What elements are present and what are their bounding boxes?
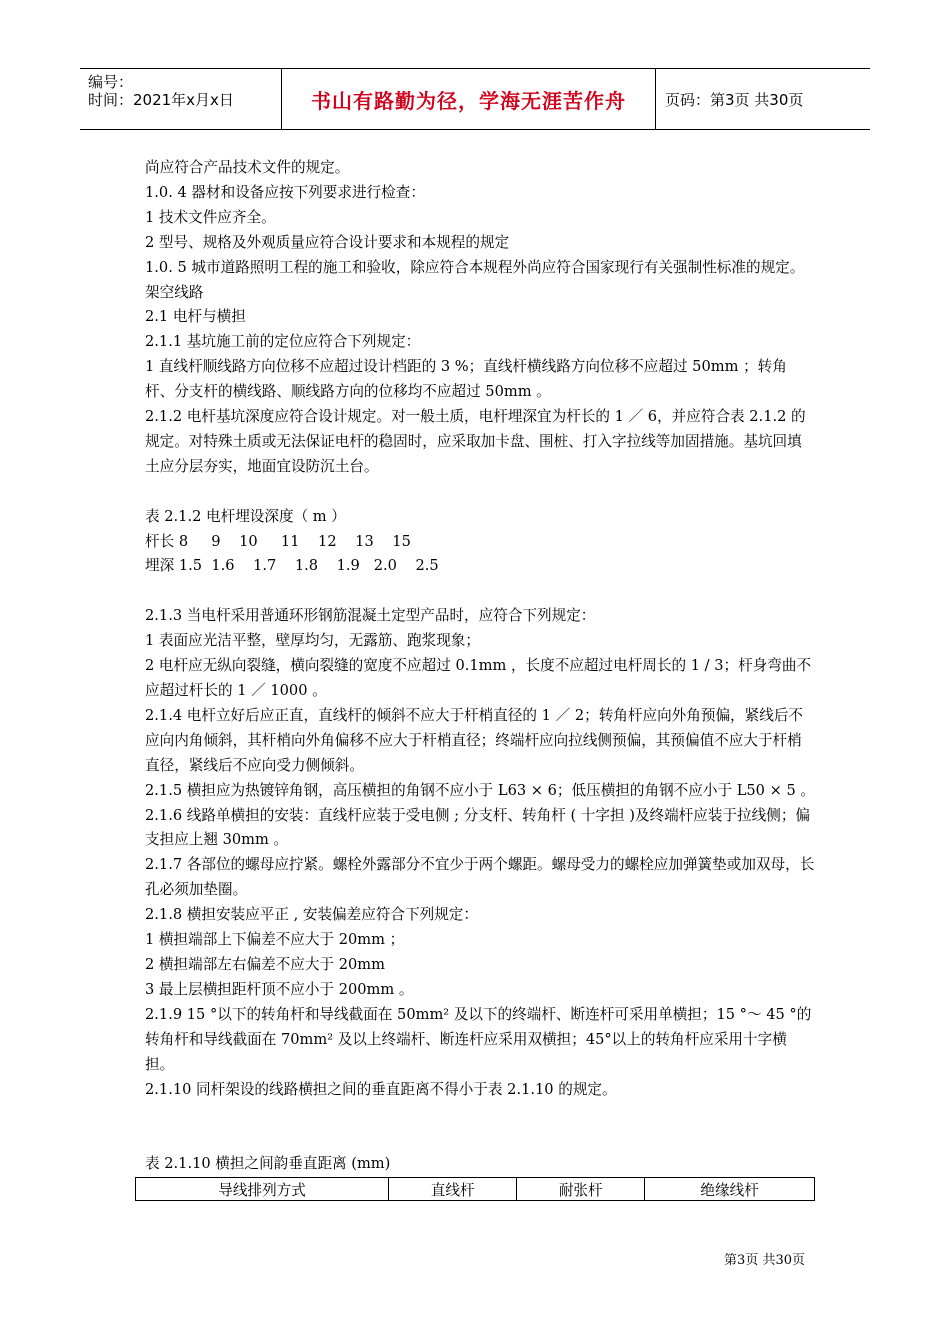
body-paragraph: 2.1.3 当电杆采用普通环形钢筋混凝土定型产品时，应符合下列规定： bbox=[145, 607, 596, 625]
body-paragraph: 2.1.5 横担应为热镀锌角钢，高压横担的角钢不应小于 L63 × 6；低压横担的角钢不应小于 L50 × 5 。 bbox=[145, 781, 815, 799]
table-header-cell: 导线排列方式 bbox=[136, 1178, 389, 1201]
body-paragraph: 2.1.10 同杆架设的线路横担之间的垂直距离不得小于表 2.1.10 的规定。 bbox=[145, 1080, 617, 1098]
table-header-cell: 绝缘线杆 bbox=[645, 1178, 815, 1201]
body-paragraph: 2.1.4 电杆立好后应正直，直线杆的倾斜不应大于杆梢直径的 1 ／ 2；转角杆应向外角预偏，紧线后不应向内角倾斜，其杆梢向外角偏移不应大于杆梢直径；终端杆应向拉线侧预偏，其预偏值不应大于杆梢直径，紧线后不应向受力侧倾斜。 bbox=[145, 706, 804, 774]
table-header-row bbox=[136, 1178, 815, 1201]
body-paragraph: 尚应符合产品技术文件的规定。 bbox=[145, 159, 350, 176]
body-paragraph: 1.0. 5 城市道路照明工程的施工和验收，除应符合本规程外尚应符合国家现行有关强制性标准的规定。 bbox=[145, 258, 805, 276]
crossarm-distance-table bbox=[135, 1177, 815, 1201]
body-paragraph: 2.1.8 横担安装应平正 , 安装偏差应符合下列规定： bbox=[145, 906, 478, 924]
body-paragraph: 2.1.1 基坑施工前的定位应符合下列规定： bbox=[145, 333, 421, 351]
body-paragraph: 2.1.7 各部位的螺母应拧紧。螺栓外露部分不宜少于两个螺距。螺母受力的螺栓应加弹簧垫或加双母，长孔必须加垫圈。 bbox=[145, 856, 815, 899]
body-paragraph: 1 技术文件应齐全。 bbox=[145, 208, 276, 226]
body-paragraph: 2 型号、规格及外观质量应符合设计要求和本规程的规定 bbox=[145, 233, 510, 251]
body-paragraph: 3 最上层横担距杆顶不应小于 200mm 。 bbox=[145, 980, 414, 998]
header-left-cell bbox=[80, 69, 280, 129]
document-number-label: 编号： bbox=[88, 73, 134, 91]
document-body bbox=[145, 156, 815, 1102]
page-header bbox=[80, 68, 870, 130]
body-paragraph: 1 表面应光洁平整，壁厚均匀，无露筋、跑浆现象； bbox=[145, 632, 480, 650]
blank-line bbox=[145, 579, 815, 604]
pole-length-row: 杆长 8 9 10 11 12 13 15 bbox=[145, 532, 411, 550]
subsection-heading: 2.1 电杆与横担 bbox=[145, 308, 246, 326]
blank-line bbox=[145, 480, 815, 505]
body-paragraph: 2.1.9 15 °以下的转角杆和导线截面在 50mm² 及以下的终端杆、断连杆可采用单横担；15 °～ 45 °的转角杆和导线截面在 70mm² 及以上终端杆、断连杆应采用双横担；45°以上的转角杆应采用十字横担。 bbox=[145, 1005, 812, 1073]
body-paragraph: 1.0. 4 器材和设备应按下列要求进行检查： bbox=[145, 183, 425, 201]
table-header-cell: 直线杆 bbox=[389, 1178, 517, 1201]
body-paragraph: 2.1.6 线路单横担的安装：直线杆应装于受电侧 ; 分支杆、转角杆 ( 十字担 )及终端杆应装于拉线侧；偏支担应上翘 30mm 。 bbox=[145, 806, 811, 849]
header-middle-cell bbox=[281, 69, 656, 129]
body-paragraph: 2 电杆应无纵向裂缝，横向裂缝的宽度不应超过 0.1mm ，长度不应超过电杆周长的 1 / 3；杆身弯曲不应超过杆长的 1 ／ 1000 。 bbox=[145, 657, 812, 699]
body-paragraph: 2.1.2 电杆基坑深度应符合设计规定。对一般土质，电杆埋深宜为杆长的 1 ／ 6，并应符合表 2.1.2 的规定。对特殊土质或无法保证电杆的稳固时，应采取加卡盘、围桩、打入字拉线等加固措施。基坑回填土应分层夯实，地面宜设防沉土台。 bbox=[145, 408, 806, 475]
document-time-label: 时间：2021年x月x日 bbox=[88, 91, 234, 109]
header-right-cell bbox=[655, 69, 870, 129]
header-motto: 书山有路勤为径，学海无涯苦作舟 bbox=[311, 89, 626, 113]
table-title: 表 2.1.10 横担之间韵垂直距离 (mm) bbox=[145, 1155, 391, 1172]
header-page-number: 页码：第3页 共30页 bbox=[665, 91, 804, 109]
burial-depth-row: 埋深 1.5 1.6 1.7 1.8 1.9 2.0 2.5 bbox=[145, 557, 439, 575]
section-heading: 架空线路 bbox=[145, 283, 204, 301]
table-caption: 表 2.1.2 电杆埋设深度（ m ） bbox=[145, 507, 346, 525]
body-paragraph: 1 横担端部上下偏差不应大于 20mm ； bbox=[145, 931, 405, 949]
page-footer: 第3页 共30页 bbox=[724, 1253, 805, 1268]
table-header-cell: 耐张杆 bbox=[517, 1178, 645, 1201]
body-paragraph: 2 横担端部左右偏差不应大于 20mm bbox=[145, 955, 385, 973]
body-paragraph: 1 直线杆顺线路方向位移不应超过设计档距的 3 %；直线杆横线路方向位移不应超过 50mm ；转角杆、分支杆的横线路、顺线路方向的位移均不应超过 50mm 。 bbox=[145, 358, 787, 401]
